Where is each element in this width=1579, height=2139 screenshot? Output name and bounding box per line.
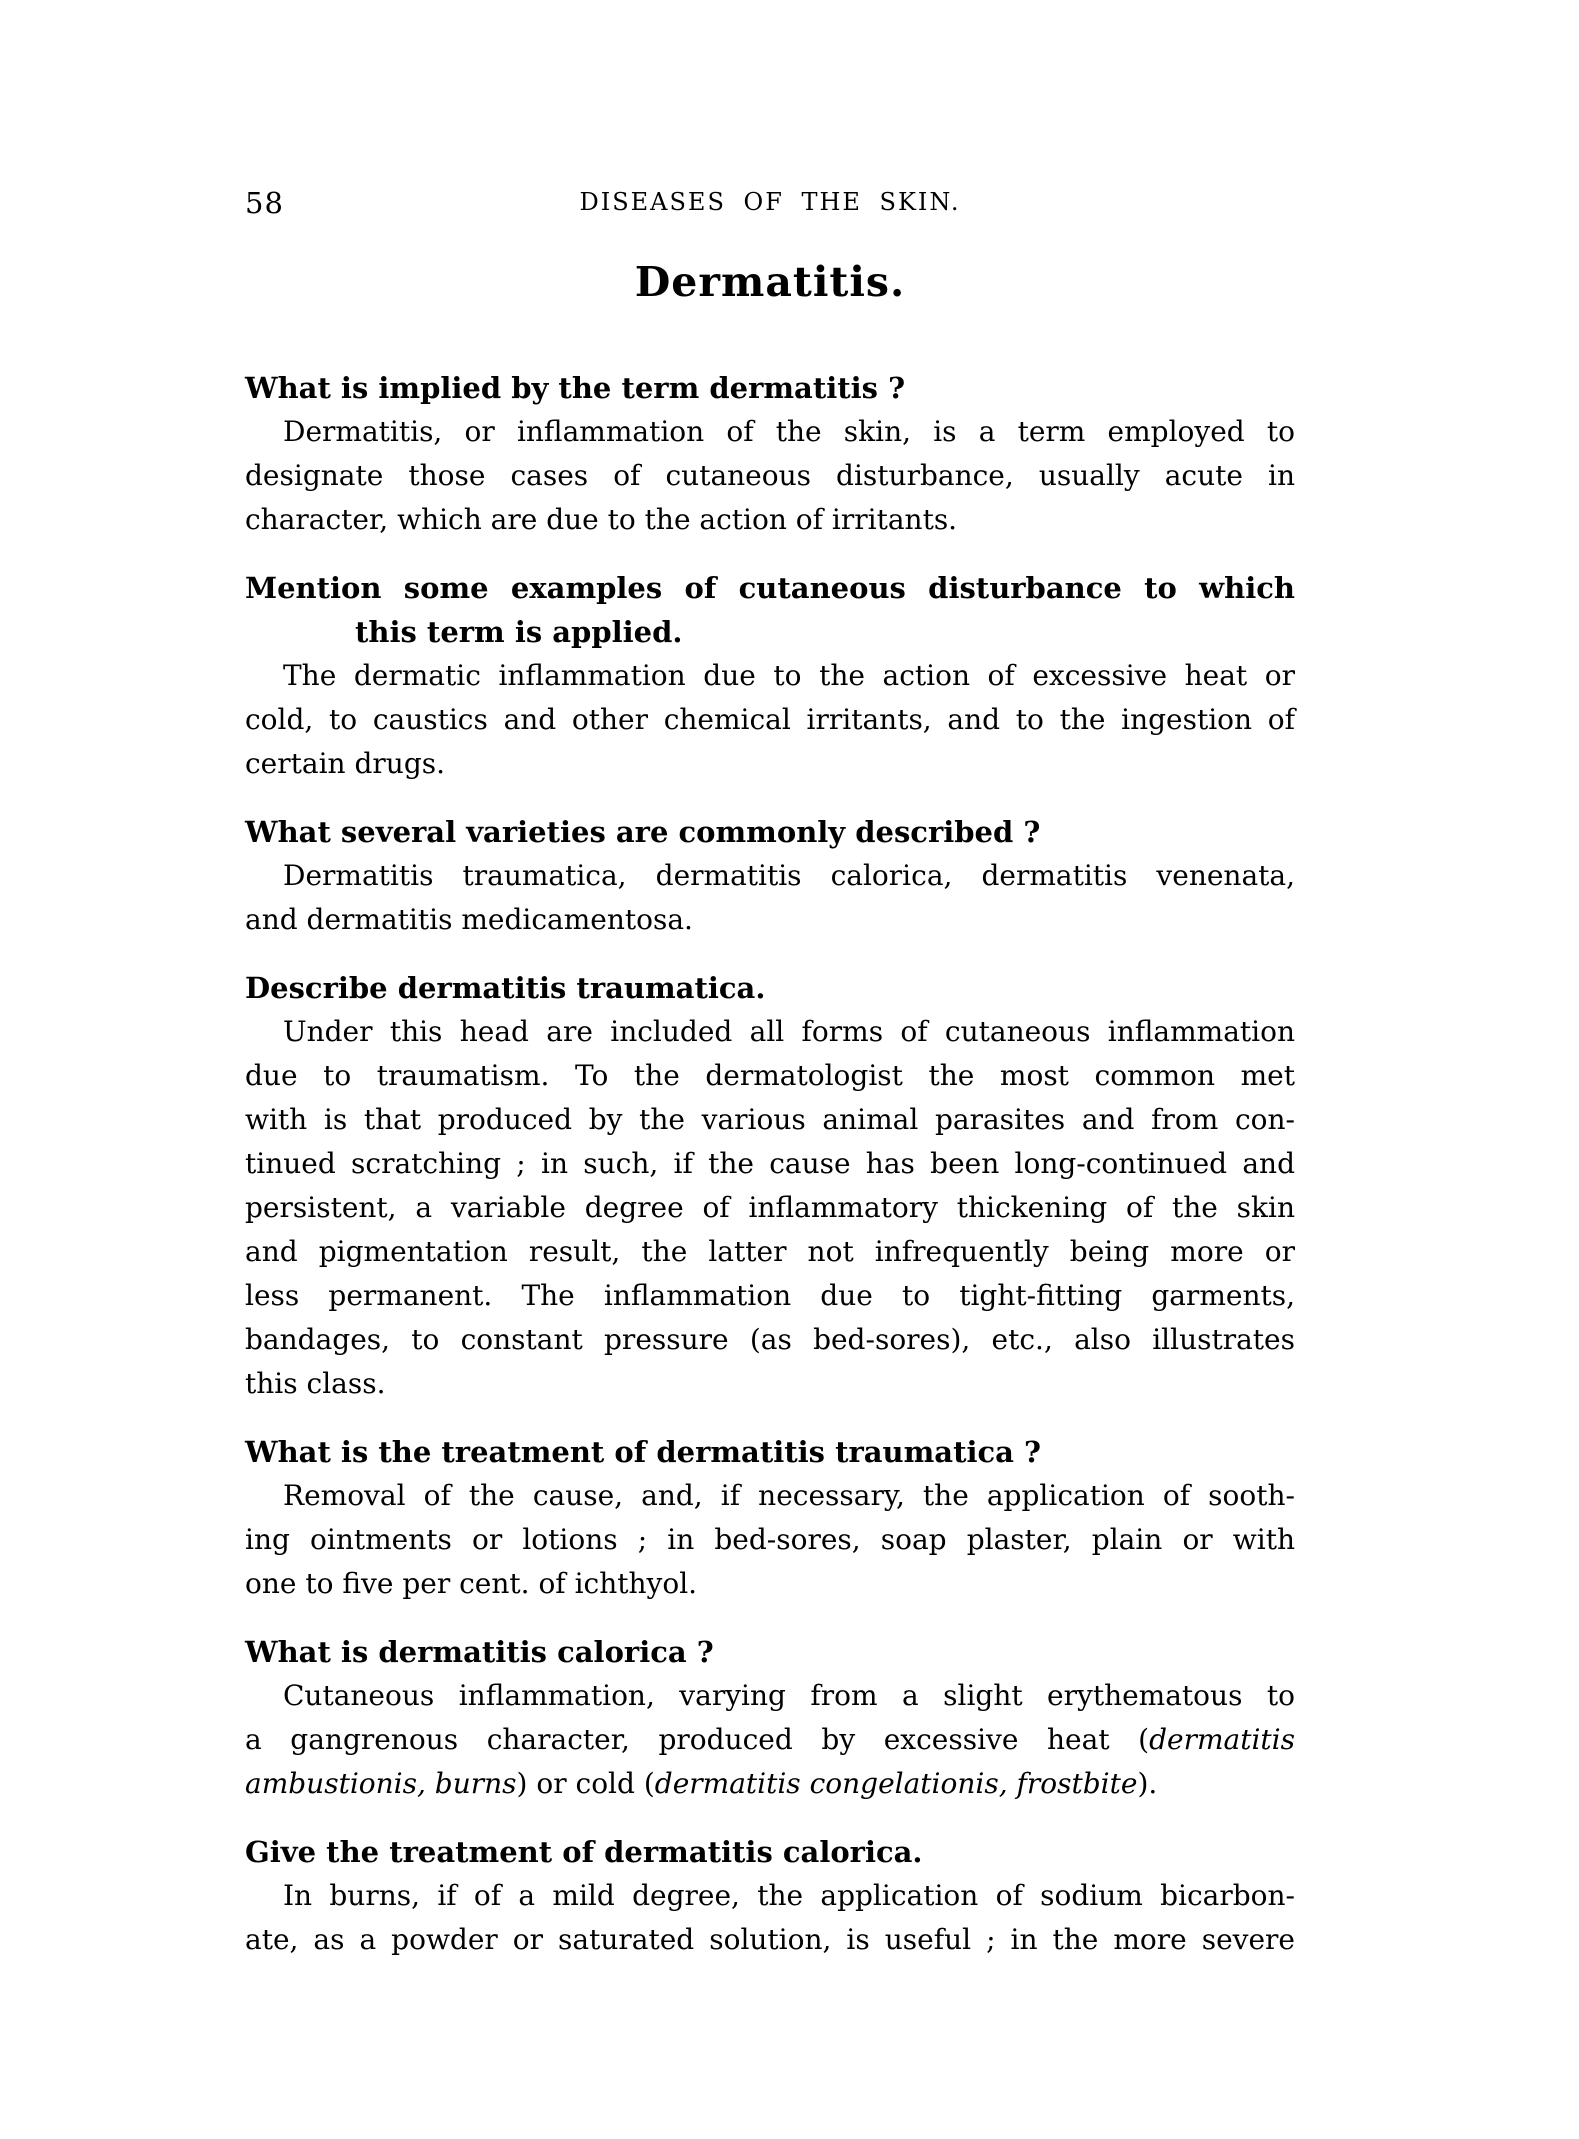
text-line (245, 966, 1295, 1010)
question-heading (245, 966, 1295, 1010)
text-line (245, 1674, 1295, 1718)
answer-paragraph (245, 854, 1295, 942)
text-segment: less permanent. The inflammation due to tight-fitting garments, (245, 1279, 1295, 1312)
text-segment: Cutaneous inflammation, varying from a slight erythematous to (283, 1679, 1295, 1712)
text-line (245, 1830, 1295, 1874)
text-segment: a gangrenous character, produced by excessive heat ( (245, 1723, 1150, 1756)
text-line (245, 698, 1295, 742)
text-line (245, 1918, 1295, 1962)
text-segment: bandages, to constant pressure (as bed-sores), etc., also illustrates (245, 1323, 1295, 1356)
text-line (245, 1186, 1295, 1230)
answer-paragraph (245, 1474, 1295, 1606)
text-line (245, 1010, 1295, 1054)
text-line (245, 566, 1295, 610)
question-heading (245, 566, 1295, 654)
question-heading (245, 366, 1295, 410)
question-heading (245, 810, 1295, 854)
text-line (245, 810, 1295, 854)
text-line (245, 1718, 1295, 1762)
running-header (245, 184, 1295, 224)
text-segment: Give the treatment of dermatitis calorica. (245, 1835, 923, 1869)
text-line (245, 1562, 1295, 1606)
text-segment: ate, as a powder or saturated solution, is useful ; in the more severe (245, 1923, 1295, 1956)
italic-text: dermatitis (1149, 1723, 1295, 1756)
text-segment: The dermatic inflammation due to the action of excessive heat or (283, 659, 1295, 692)
answer-paragraph (245, 654, 1295, 786)
text-line (245, 854, 1295, 898)
text-segment: this class. (245, 1367, 386, 1400)
text-segment: and pigmentation result, the latter not infrequently being more or (245, 1235, 1295, 1268)
text-line (245, 1318, 1295, 1362)
text-segment: this term is applied. (355, 615, 683, 649)
page-number: 58 (245, 186, 284, 220)
question-heading (245, 1630, 1295, 1674)
answer-paragraph (245, 1874, 1295, 1962)
running-header-title: DISEASES OF THE SKIN. (579, 188, 961, 216)
text-line (245, 1098, 1295, 1142)
text-line (245, 1762, 1295, 1806)
question-heading (245, 1830, 1295, 1874)
text-segment: What is dermatitis calorica ? (245, 1635, 714, 1669)
text-segment: What is the treatment of dermatitis traumatica ? (245, 1435, 1042, 1469)
answer-paragraph (245, 1674, 1295, 1806)
text-segment: ing ointments or lotions ; in bed-sores, soap plaster, plain or with (245, 1523, 1295, 1556)
text-line (245, 1274, 1295, 1318)
page-title: Dermatitis. (634, 258, 906, 306)
text-line (245, 454, 1295, 498)
text-line (245, 610, 1295, 654)
question-heading (245, 1430, 1295, 1474)
text-line (245, 1054, 1295, 1098)
text-segment: due to traumatism. To the dermatologist the most common met (245, 1059, 1295, 1092)
text-segment: In burns, if of a mild degree, the application of sodium bicarbon- (283, 1879, 1295, 1912)
text-segment: character, which are due to the action of irritants. (245, 503, 958, 536)
text-segment: Dermatitis traumatica, dermatitis calorica, dermatitis venenata, (283, 859, 1295, 892)
text-segment: and dermatitis medicamentosa. (245, 903, 693, 936)
text-line (245, 1362, 1295, 1406)
text-segment: What is implied by the term dermatitis ? (245, 371, 906, 405)
text-line (245, 1430, 1295, 1474)
text-segment: one to five per cent. of ichthyol. (245, 1567, 698, 1600)
text-line (245, 498, 1295, 542)
text-segment: certain drugs. (245, 747, 446, 780)
text-segment: ) or cold ( (516, 1767, 655, 1800)
text-line (245, 1230, 1295, 1274)
text-segment: with is that produced by the various animal parasites and from con- (245, 1103, 1295, 1136)
text-line (245, 1474, 1295, 1518)
text-segment: Dermatitis, or inflammation of the skin, is a term employed to (283, 415, 1295, 448)
text-segment: Under this head are included all forms of cutaneous inflammation (283, 1015, 1295, 1048)
text-line (245, 1874, 1295, 1918)
text-segment: designate those cases of cutaneous disturbance, usually acute in (245, 459, 1295, 492)
qa-content (245, 342, 1295, 1962)
text-line (245, 1142, 1295, 1186)
italic-text: ambustionis, burns (245, 1767, 517, 1800)
text-segment: Describe dermatitis traumatica. (245, 971, 766, 1005)
italic-text: dermatitis congelationis, frostbite (654, 1767, 1138, 1800)
text-segment: ). (1137, 1767, 1158, 1800)
text-line (245, 366, 1295, 410)
text-segment: Mention some examples of cutaneous disturbance to which (245, 571, 1295, 605)
text-line (245, 410, 1295, 454)
text-line (245, 654, 1295, 698)
text-segment: persistent, a variable degree of inflammatory thickening of the skin (245, 1191, 1295, 1224)
text-line (245, 1630, 1295, 1674)
text-line (245, 742, 1295, 786)
text-line (245, 1518, 1295, 1562)
text-segment: cold, to caustics and other chemical irritants, and to the ingestion of (245, 703, 1295, 736)
text-segment: Removal of the cause, and, if necessary, the application of sooth- (283, 1479, 1295, 1512)
text-line (245, 898, 1295, 942)
answer-paragraph (245, 410, 1295, 542)
answer-paragraph (245, 1010, 1295, 1406)
text-segment: tinued scratching ; in such, if the cause has been long-continued and (245, 1147, 1295, 1180)
text-segment: What several varieties are commonly described ? (245, 815, 1041, 849)
